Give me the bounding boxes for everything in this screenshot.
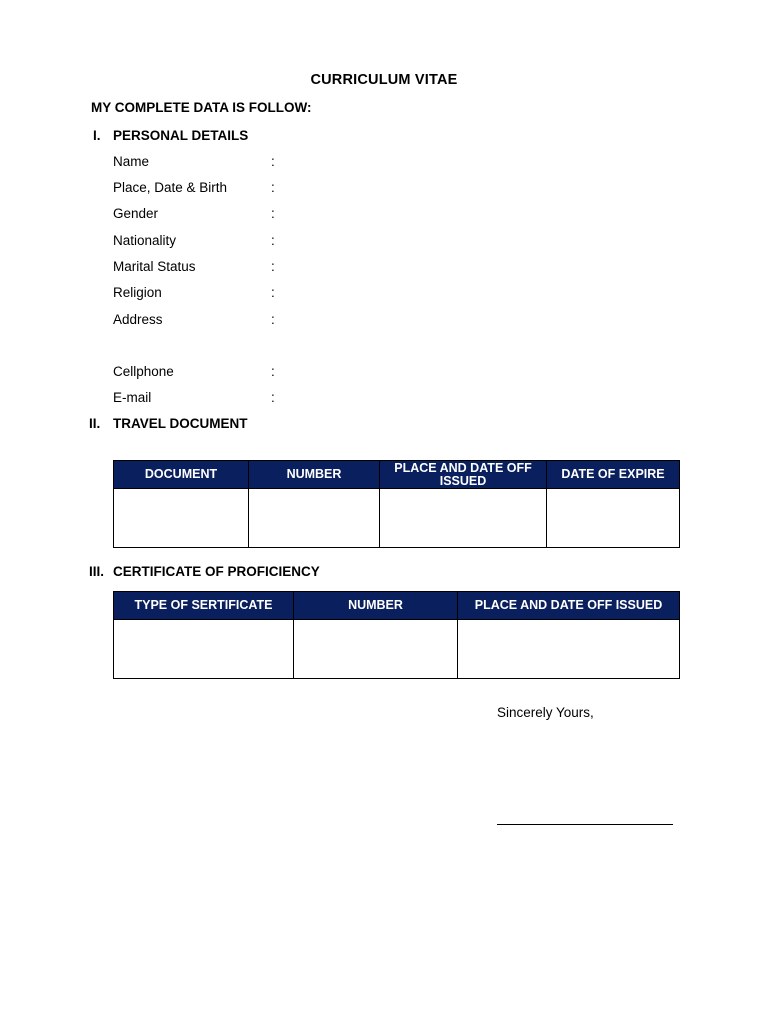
field-separator: : (271, 233, 275, 248)
field-label-religion: Religion (113, 285, 162, 300)
column-header-number: NUMBER (294, 592, 458, 620)
field-label-place-date-birth: Place, Date & Birth (113, 180, 228, 195)
section-number-travel: II. (89, 416, 101, 431)
column-header-document: DOCUMENT (114, 461, 249, 489)
certificate-table (113, 591, 680, 679)
column-header-certificate-type: TYPE OF SERTIFICATE (114, 592, 294, 620)
table-cell-certificate-type[interactable] (114, 620, 294, 679)
field-separator: : (271, 285, 275, 300)
table-cell-place-date-issued[interactable] (380, 489, 547, 548)
table-header-row (114, 461, 680, 489)
field-separator: : (271, 206, 275, 221)
table-cell-document[interactable] (114, 489, 249, 548)
field-label-email: E-mail (113, 390, 152, 405)
field-separator: : (271, 154, 275, 169)
field-separator: : (271, 390, 275, 405)
table-row (114, 489, 680, 548)
table-row (114, 620, 680, 679)
table-header-row (114, 592, 680, 620)
field-separator: : (271, 259, 275, 274)
table-cell-number[interactable] (294, 620, 458, 679)
field-label-name: Name (113, 154, 150, 169)
signature-line (497, 824, 673, 825)
table-cell-number[interactable] (249, 489, 380, 548)
column-header-date-expire: DATE OF EXPIRE (547, 461, 680, 489)
document-title: CURRICULUM VITAE (310, 72, 458, 88)
column-header-place-date-issued: PLACE AND DATE OFF ISSUED (380, 461, 547, 489)
section-number-certificate: III. (89, 564, 105, 579)
closing-text: Sincerely Yours, (497, 705, 594, 720)
table-cell-date-expire[interactable] (547, 489, 680, 548)
section-number-personal: I. (93, 128, 101, 143)
column-header-place-date-issued: PLACE AND DATE OFF ISSUED (458, 592, 680, 620)
field-label-address: Address (113, 312, 163, 327)
section-heading-travel: TRAVEL DOCUMENT (113, 416, 248, 431)
section-heading-personal: PERSONAL DETAILS (113, 128, 249, 143)
field-label-gender: Gender (113, 206, 159, 221)
travel-document-table (113, 460, 680, 548)
section-heading-certificate: CERTIFICATE OF PROFICIENCY (113, 564, 320, 579)
column-header-number: NUMBER (249, 461, 380, 489)
field-separator: : (271, 312, 275, 327)
field-separator: : (271, 364, 275, 379)
field-label-nationality: Nationality (113, 233, 177, 248)
field-label-marital-status: Marital Status (113, 259, 196, 274)
intro-text: MY COMPLETE DATA IS FOLLOW: (91, 100, 312, 115)
field-separator: : (271, 180, 275, 195)
table-cell-place-date-issued[interactable] (458, 620, 680, 679)
field-label-cellphone: Cellphone (113, 364, 174, 379)
